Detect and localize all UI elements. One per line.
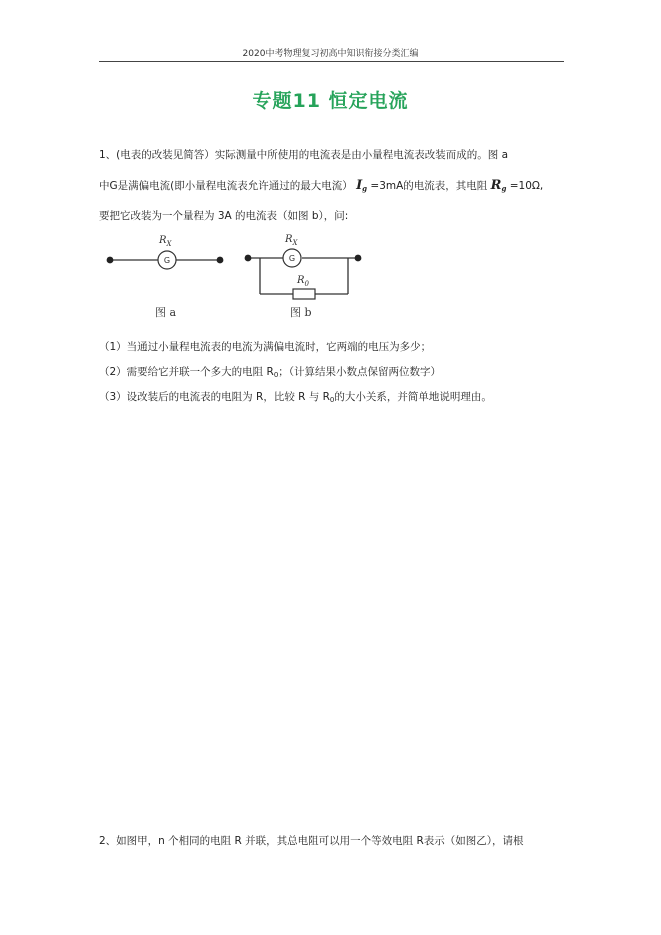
fig-a-terminal-left bbox=[107, 257, 114, 264]
circuit-figure-b bbox=[240, 230, 375, 325]
fig-b-terminal-left bbox=[245, 255, 252, 262]
q1-line-1: 1、(电表的改装见简答）实际测量中所使用的电流表是由小量程电流表改装而成的。图 a bbox=[99, 149, 509, 161]
q2-line-1: 2、如图甲，n 个相同的电阻 R 并联，其总电阻可以用一个等效电阻 R表示（如图乙），请根 bbox=[99, 835, 524, 847]
q1-line-3: 要把它改装为一个量程为 3A 的电流表（如图 b），问: bbox=[99, 210, 349, 222]
fig-a-galvanometer-label: G bbox=[163, 256, 171, 265]
ig-symbol: $I_g$ bbox=[356, 178, 368, 193]
fig-b-shunt-resistor bbox=[293, 289, 315, 299]
q1-line-2-text-a: 中G是满偏电流(即小量程电流表允许通过的最大电流） bbox=[99, 180, 353, 192]
fig-b-r0-label: $R_0$ bbox=[297, 275, 309, 288]
q1-part-2: （2）需要给它并联一个多大的电阻 $R_0$；（计算结果小数点保留两位数字） bbox=[99, 366, 442, 379]
q1-line-2 bbox=[99, 178, 543, 193]
fig-a-caption: 图 a bbox=[155, 306, 177, 319]
fig-b-galvanometer-label: G bbox=[288, 254, 296, 263]
q1-line-2-text-c: =10Ω, bbox=[509, 180, 544, 192]
fig-b-terminal-right bbox=[355, 255, 362, 262]
q1-part-1: （1）当通过小量程电流表的电流为满偏电流时，它两端的电压为多少； bbox=[99, 341, 432, 353]
q1-line-2-text-b: =3mA的电流表，其电阻 bbox=[370, 180, 488, 192]
fig-b-caption: 图 b bbox=[290, 306, 312, 319]
header-divider bbox=[99, 61, 564, 62]
rg-symbol: $R_g$ bbox=[490, 178, 507, 193]
fig-b-rx-label: $R_X$ bbox=[285, 234, 298, 247]
document-header-title: 2020中考物理复习初高中知识衔接分类汇编 bbox=[242, 49, 419, 59]
fig-a-rx-label: $R_X$ bbox=[159, 235, 172, 248]
q1-part-3: （3）设改装后的电流表的电阻为 R，比较 R 与 $R_0$的大小关系，并简单地说明理由。 bbox=[99, 391, 492, 404]
topic-title: 专题11 恒定电流 bbox=[252, 90, 409, 112]
circuit-figure-a bbox=[100, 230, 230, 325]
fig-a-terminal-right bbox=[217, 257, 224, 264]
